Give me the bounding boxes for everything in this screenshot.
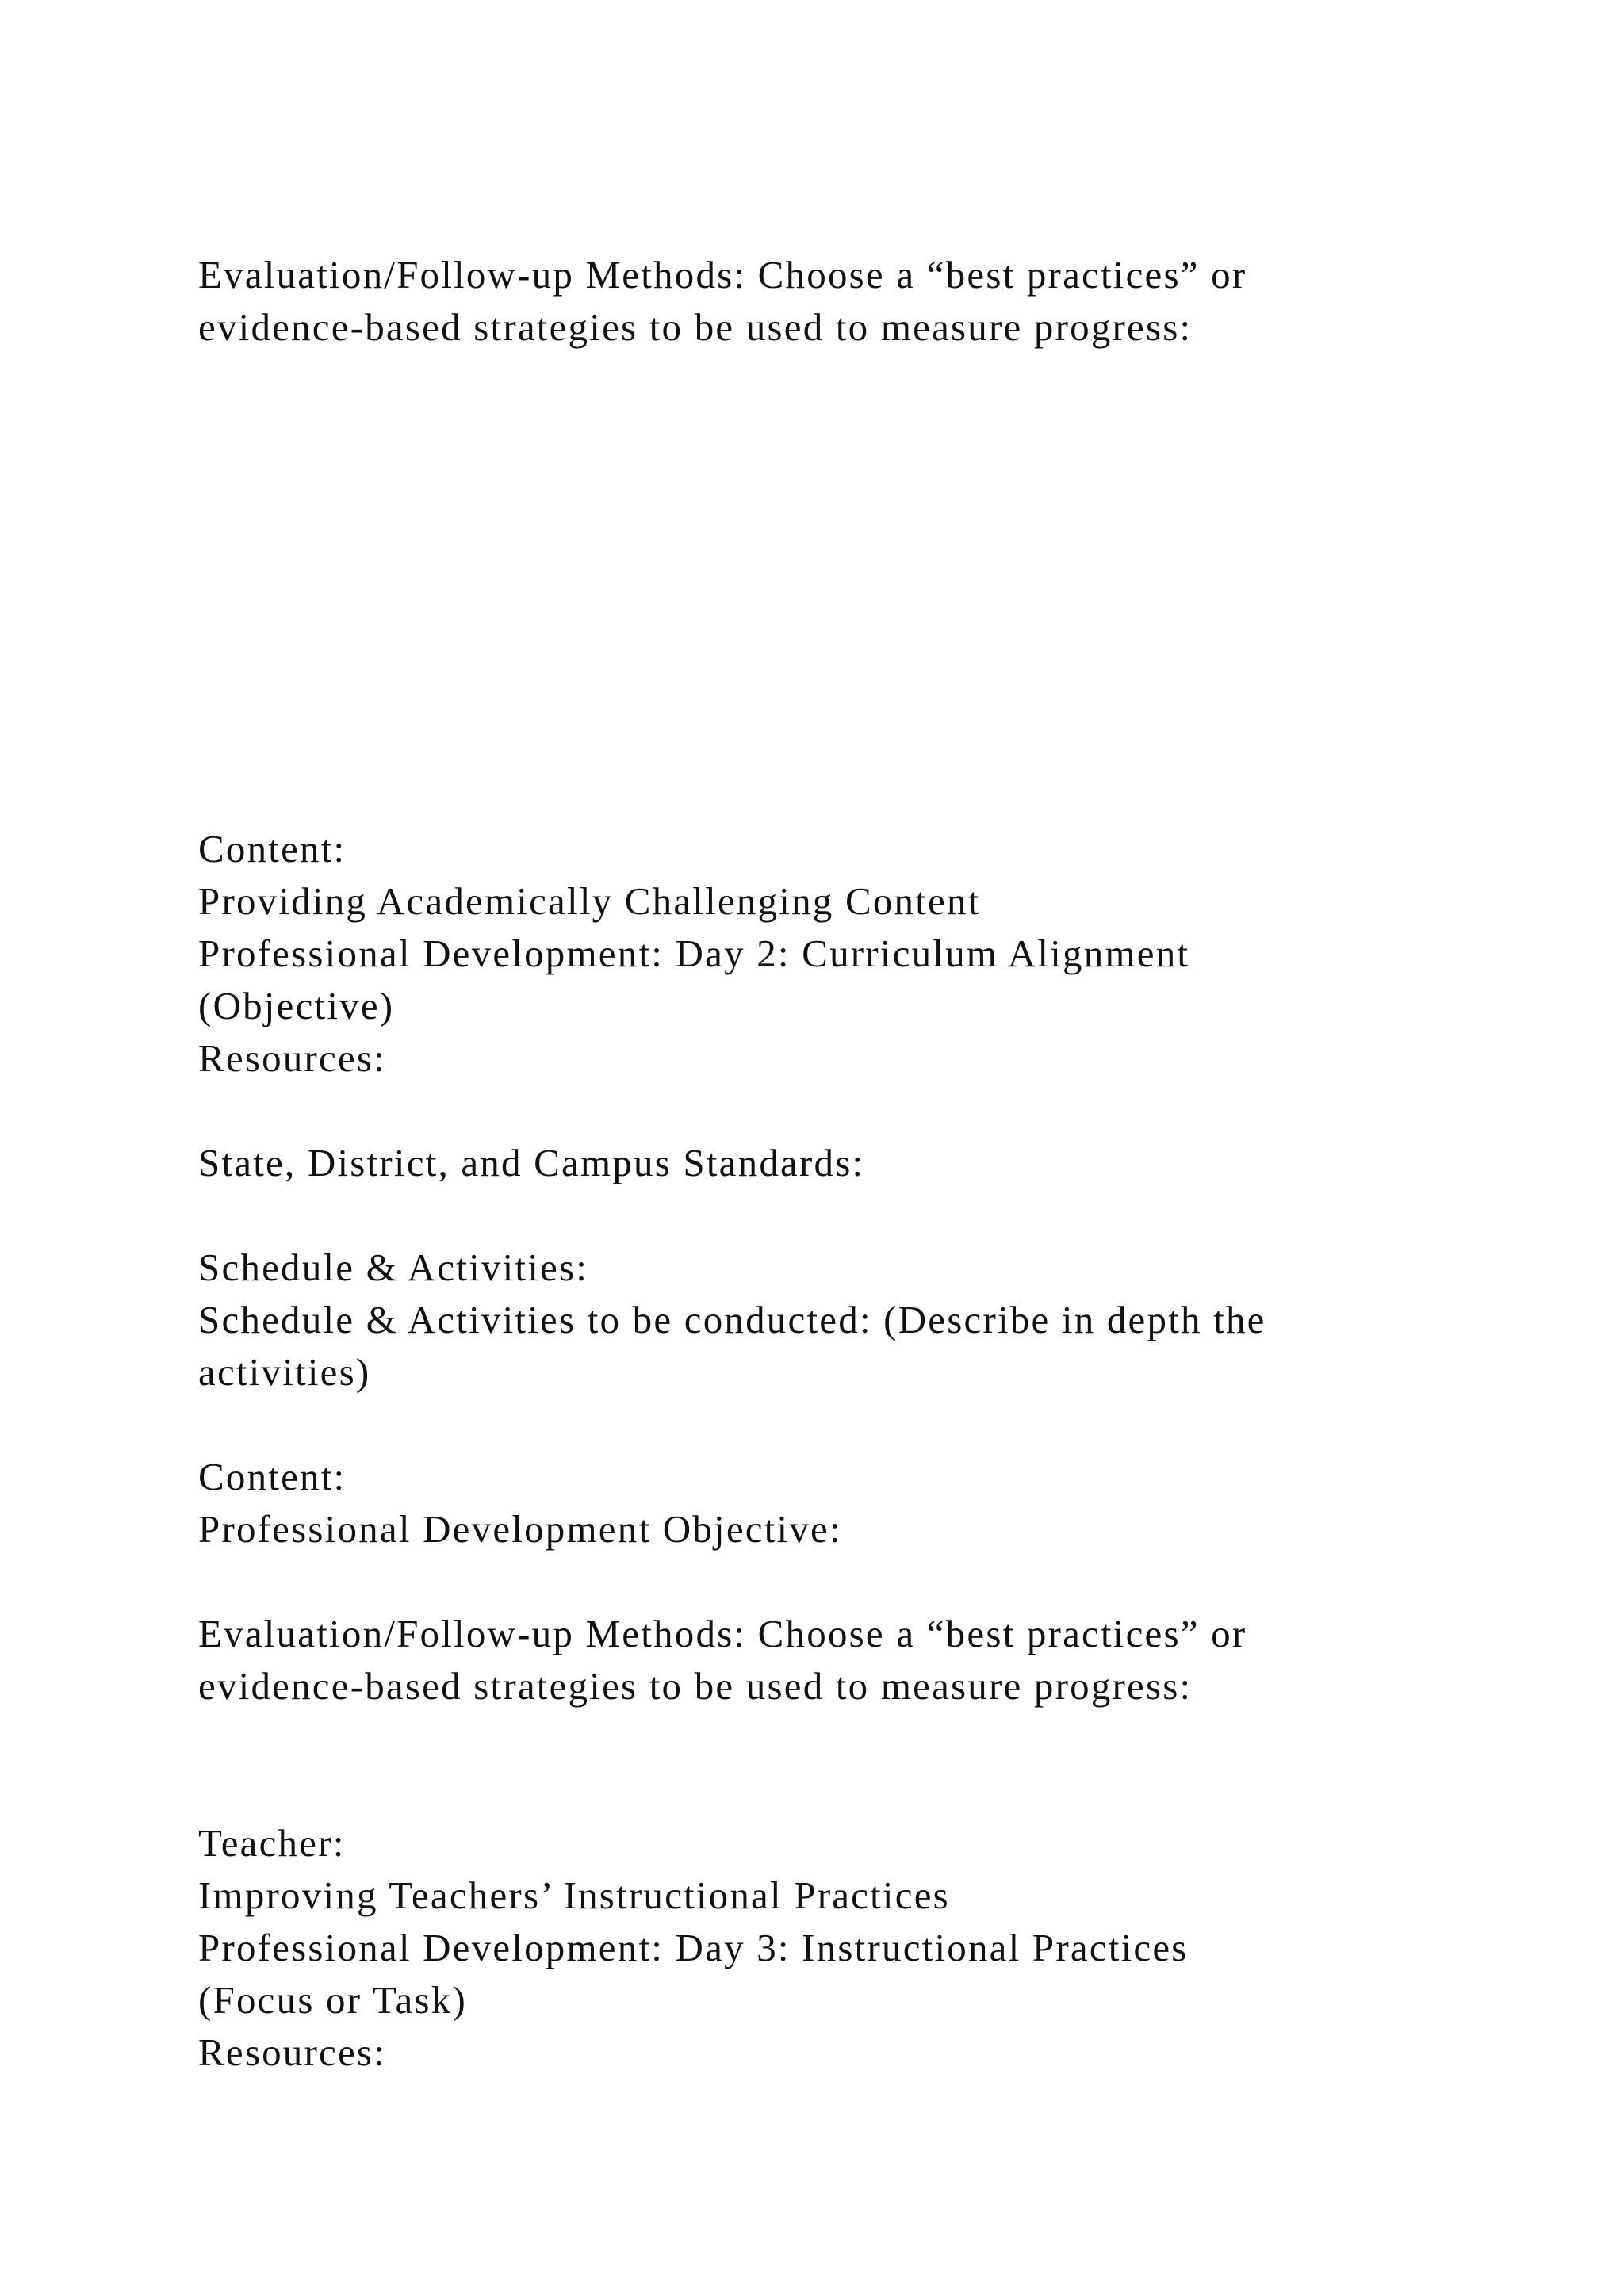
day3-heading-line-1: Professional Development: Day 3: Instructional Practices	[198, 1926, 1189, 1969]
standards-label: State, District, and Campus Standards:	[198, 1141, 865, 1184]
resources-label: Resources:	[198, 1036, 386, 1080]
teacher-label: Teacher:	[198, 1821, 346, 1865]
objective-label: Professional Development Objective:	[198, 1507, 842, 1551]
content-title: Providing Academically Challenging Content	[198, 879, 981, 923]
evaluation-heading-line-1: Evaluation/Follow-up Methods: Choose a “best practices” or	[198, 253, 1247, 297]
resources-label-2: Resources:	[198, 2030, 386, 2074]
evaluation-heading-line-2: evidence-based strategies to be used to measure progress:	[198, 305, 1193, 349]
day3-heading-line-2: (Focus or Task)	[198, 1978, 467, 2022]
teacher-title: Improving Teachers’ Instructional Practices	[198, 1873, 950, 1917]
day2-heading-line-2: (Objective)	[198, 984, 395, 1027]
schedule-label: Schedule & Activities:	[198, 1246, 589, 1289]
content-label-2: Content:	[198, 1455, 347, 1498]
evaluation-heading-2-line-1: Evaluation/Follow-up Methods: Choose a “best practices” or	[198, 1612, 1247, 1655]
schedule-description-line-1: Schedule & Activities to be conducted: (Describe in depth the	[198, 1298, 1266, 1341]
day2-heading-line-1: Professional Development: Day 2: Curriculum Alignment	[198, 932, 1190, 975]
content-label: Content:	[198, 827, 347, 871]
evaluation-heading-2-line-2: evidence-based strategies to be used to measure progress:	[198, 1664, 1193, 1708]
schedule-description-line-2: activities)	[198, 1350, 371, 1394]
